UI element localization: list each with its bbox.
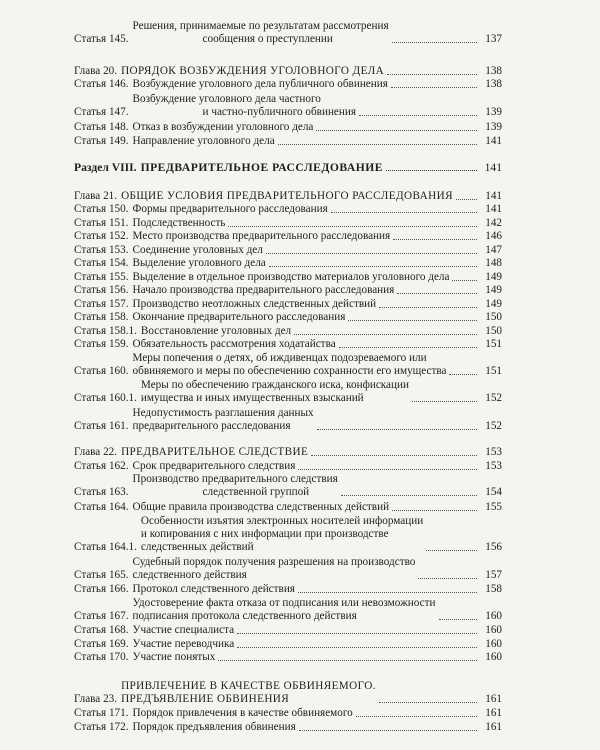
entry-number: Статья 149. (74, 135, 129, 147)
dot-leader (418, 578, 477, 579)
entry-number: Статья 153. (74, 244, 129, 256)
dot-leader (228, 226, 477, 227)
entry-title (129, 597, 436, 623)
toc-entry-article-146 (74, 78, 502, 91)
page-number: 156 (485, 541, 502, 553)
entry-title-line: Участие специалиста (132, 624, 235, 636)
toc-entry-article-151 (74, 217, 502, 230)
toc-entry-article-167 (74, 597, 502, 623)
entry-number: Статья 168. (74, 624, 129, 636)
page-number: 149 (485, 298, 502, 310)
entry-number: Статья 167. (74, 610, 129, 622)
page-number: 160 (485, 624, 502, 636)
dot-leader (218, 660, 477, 661)
entry-title (129, 338, 336, 351)
entry-title (137, 379, 409, 405)
toc-entry-article-160 (74, 352, 502, 378)
dot-leader (387, 74, 477, 75)
dot-leader (426, 550, 477, 551)
dot-leader (392, 510, 477, 511)
toc-entry-article-161 (74, 407, 502, 433)
entry-number: Статья 148. (74, 121, 129, 133)
toc-entry-chapter-20 (74, 65, 502, 78)
entry-title (117, 65, 384, 78)
entry-title-line: Выделение уголовного дела (132, 257, 266, 269)
entry-number: Статья 150. (74, 203, 129, 215)
toc-entry-section-8 (74, 161, 502, 174)
entry-title-line: подписания протокола следственного действия (132, 610, 357, 622)
entry-title-line: Восстановление уголовных дел (140, 325, 292, 337)
entry-title-line: Формы предварительного расследования (132, 203, 328, 215)
entry-title (129, 203, 328, 216)
entry-number: Глава 20. (74, 65, 118, 77)
entry-number: Статья 163. (74, 486, 129, 498)
entry-number: Статья 172. (74, 721, 129, 733)
toc-entry-article-163 (74, 473, 502, 499)
page-number: 141 (484, 161, 502, 174)
entry-title (117, 190, 453, 203)
page-number: 150 (485, 311, 502, 323)
entry-title-line: Недопустимость разглашения данных (132, 407, 314, 419)
entry-title-line: Участие понятых (132, 651, 216, 663)
entry-number: Статья 162. (74, 460, 129, 472)
page-number: 141 (485, 203, 502, 215)
entry-title (129, 244, 263, 257)
entry-title-line: Меры по обеспечению гражданского иска, конфискации (140, 379, 409, 391)
entry-title (117, 446, 308, 459)
toc-entry-article-168 (74, 624, 502, 637)
entry-title (129, 78, 388, 91)
page-number: 153 (485, 446, 502, 458)
page-number: 158 (485, 583, 502, 595)
entry-title (129, 638, 235, 651)
dot-leader (298, 469, 477, 470)
toc-entry-chapter-21 (74, 190, 502, 203)
entry-title-line: Возбуждение уголовного дела частного (132, 93, 321, 105)
page-number: 149 (485, 284, 502, 296)
toc-entry-article-155 (74, 271, 502, 284)
entry-title-line: Участие переводчика (132, 638, 235, 650)
entry-title-line: ПОРЯДОК ВОЗБУЖДЕНИЯ УГОЛОВНОГО ДЕЛА (121, 65, 385, 77)
page-number: 138 (485, 65, 502, 77)
entry-title (129, 257, 266, 270)
entry-number: Статья 160.1. (74, 392, 137, 404)
dot-leader (391, 87, 477, 88)
page-number: 161 (485, 721, 502, 733)
dot-leader (278, 144, 477, 145)
entry-number: Статья 158.1. (74, 325, 137, 337)
dot-leader (317, 429, 477, 430)
toc-entry-chapter-23 (74, 680, 502, 706)
entry-title-line: обвиняемого и меры по обеспечению сохранности его имущества (132, 365, 447, 377)
toc-entry-article-148 (74, 121, 502, 134)
page-number: 139 (485, 121, 502, 133)
page-number: 152 (485, 392, 502, 404)
entry-title (129, 20, 389, 46)
toc-entry-article-160-1 (74, 379, 502, 405)
page-number: 153 (485, 460, 502, 472)
page-number: 142 (485, 217, 502, 229)
dot-leader (379, 702, 477, 703)
dot-leader (359, 115, 477, 116)
entry-title-line: Возбуждение уголовного дела публичного обвинения (132, 78, 388, 90)
entry-title (129, 707, 353, 720)
entry-title-line: Порядок привлечения в качестве обвиняемого (132, 707, 353, 719)
entry-number: Статья 152. (74, 230, 129, 242)
toc-entry-article-159 (74, 338, 502, 351)
toc-entry-article-162 (74, 460, 502, 473)
page-number: 139 (485, 106, 502, 118)
dot-leader (331, 212, 477, 213)
entry-title (129, 460, 296, 473)
entry-title (129, 93, 357, 119)
page-number: 151 (485, 338, 502, 350)
entry-title-line: Обязательность рассмотрения ходатайства (132, 338, 336, 350)
entry-title-line: Судебный порядок получения разрешения на производство (132, 556, 416, 568)
entry-title (129, 230, 391, 243)
entry-title (129, 624, 235, 637)
page-number: 141 (485, 135, 502, 147)
entry-title-line: Меры попечения о детях, об иждивенцах подозреваемого или (132, 352, 427, 364)
toc-entry-article-158-1 (74, 325, 502, 338)
page-number: 141 (485, 190, 502, 202)
dot-leader (266, 253, 477, 254)
dot-leader (237, 647, 477, 648)
entry-title (137, 161, 383, 174)
entry-number: Статья 154. (74, 257, 129, 269)
entry-number: Статья 165. (74, 569, 129, 581)
entry-number: Статья 164.1. (74, 541, 137, 553)
entry-number: Статья 145. (74, 33, 129, 45)
dot-leader (392, 42, 477, 43)
entry-title-line: Подследственность (132, 217, 226, 229)
entry-title (137, 325, 291, 338)
toc-entry-article-164 (74, 501, 502, 514)
toc-entry-article-153 (74, 244, 502, 257)
entry-number: Статья 156. (74, 284, 129, 296)
entry-title-line: ПРЕДЪЯВЛЕНИЕ ОБВИНЕНИЯ (121, 693, 290, 705)
entry-title-line: следственных действий (140, 541, 254, 553)
toc-entry-article-147 (74, 93, 502, 119)
entry-title-line: Окончание предварительного расследования (132, 311, 346, 323)
dot-leader (269, 266, 477, 267)
entry-number: Статья 146. (74, 78, 129, 90)
entry-title-line: и частно-публичного обвинения (202, 106, 357, 118)
entry-title (129, 473, 338, 499)
dot-leader (348, 320, 477, 321)
entry-title (129, 556, 416, 582)
entry-number: Статья 164. (74, 501, 129, 513)
entry-title-line: Решения, принимаемые по результатам рассмотрения (132, 20, 389, 32)
toc-entry-article-157 (74, 298, 502, 311)
entry-number: Статья 155. (74, 271, 129, 283)
entry-title-line: следственного действия (132, 569, 247, 581)
entry-title (129, 217, 226, 230)
entry-title (129, 298, 377, 311)
entry-number: Глава 21. (74, 190, 118, 202)
entry-title (129, 352, 447, 378)
entry-title-line: Отказ в возбуждении уголовного дела (132, 121, 314, 133)
dot-leader (339, 347, 477, 348)
entry-number: Раздел VIII. (74, 161, 137, 174)
entry-title-line: Начало производства предварительного расследования (132, 284, 395, 296)
page-number: 161 (485, 707, 502, 719)
entry-title-line: ПРЕДВАРИТЕЛЬНОЕ СЛЕДСТВИЕ (121, 446, 309, 458)
dot-leader (341, 495, 477, 496)
entry-title (129, 284, 395, 297)
entry-number: Статья 151. (74, 217, 129, 229)
toc-entry-article-170 (74, 651, 502, 664)
entry-number: Статья 171. (74, 707, 129, 719)
toc-entry-article-158 (74, 311, 502, 324)
toc-entry-article-150 (74, 203, 502, 216)
entry-number: Статья 158. (74, 311, 129, 323)
dot-leader (397, 293, 477, 294)
dot-leader (449, 374, 477, 375)
dot-leader (412, 401, 477, 402)
entry-number: Статья 161. (74, 420, 129, 432)
toc-entry-article-156 (74, 284, 502, 297)
entry-title-line: Выделение в отдельное производство материалов уголовного дела (132, 271, 450, 283)
entry-title-line: Направление уголовного дела (132, 135, 275, 147)
entry-title (129, 651, 216, 664)
entry-title (129, 135, 275, 148)
entry-title-line: предварительного расследования (132, 420, 291, 432)
entry-number: Глава 22. (74, 446, 118, 458)
entry-title-line: Срок предварительного следствия (132, 460, 296, 472)
page-number: 150 (485, 325, 502, 337)
entry-title-line: Протокол следственного действия (132, 583, 295, 595)
entry-title (117, 680, 376, 706)
entry-title (129, 501, 390, 514)
entry-number: Статья 157. (74, 298, 129, 310)
toc-entry-article-145 (74, 20, 502, 46)
toc-entry-article-172 (74, 721, 502, 734)
page-number: 148 (485, 257, 502, 269)
entry-number: Статья 169. (74, 638, 129, 650)
entry-title-line: ОБЩИЕ УСЛОВИЯ ПРЕДВАРИТЕЛЬНОГО РАССЛЕДОВАНИЯ (121, 190, 453, 202)
dot-leader (393, 239, 477, 240)
toc-entry-article-171 (74, 707, 502, 720)
dot-leader (439, 619, 478, 620)
page-number: 160 (485, 638, 502, 650)
entry-title-line: Общие правила производства следственных действий (132, 501, 390, 513)
entry-title-line: ПРЕДВАРИТЕЛЬНОЕ РАССЛЕДОВАНИЕ (140, 161, 383, 174)
page-number: 152 (485, 420, 502, 432)
entry-title-line: сообщения о преступлении (202, 33, 333, 45)
page-number: 160 (485, 610, 502, 622)
page-number: 146 (485, 230, 502, 242)
page-number: 160 (485, 651, 502, 663)
dot-leader (452, 280, 477, 281)
entry-number: Статья 147. (74, 106, 129, 118)
entry-title-line: Производство предварительного следствия (132, 473, 338, 485)
page-number: 147 (485, 244, 502, 256)
dot-leader (299, 730, 477, 731)
dot-leader (237, 633, 477, 634)
entry-title (129, 407, 314, 433)
toc-entry-article-149 (74, 135, 502, 148)
dot-leader (386, 170, 477, 171)
toc-entry-article-169 (74, 638, 502, 651)
page-number: 138 (485, 78, 502, 90)
toc-entry-article-166 (74, 583, 502, 596)
entry-number: Статья 159. (74, 338, 129, 350)
entry-title-line: ПРИВЛЕЧЕНИЕ В КАЧЕСТВЕ ОБВИНЯЕМОГО. (121, 680, 376, 692)
toc-entry-article-164-1 (74, 515, 502, 554)
toc-entry-article-165 (74, 556, 502, 582)
page-number: 137 (485, 33, 502, 45)
entry-number: Статья 160. (74, 365, 129, 377)
toc-entry-article-154 (74, 257, 502, 270)
entry-title-line: Производство неотложных следственных действий (132, 298, 377, 310)
dot-leader (356, 716, 477, 717)
entry-title-line: имущества и иных имущественных взысканий (140, 392, 364, 404)
entry-title (129, 271, 450, 284)
dot-leader (298, 592, 477, 593)
dot-leader (316, 130, 477, 131)
dot-leader (294, 334, 477, 335)
toc-entry-article-152 (74, 230, 502, 243)
entry-title (129, 121, 314, 134)
entry-title (137, 515, 423, 554)
dot-leader (311, 455, 477, 456)
page-number: 157 (485, 569, 502, 581)
page-number: 155 (485, 501, 502, 513)
toc-entry-chapter-22 (74, 446, 502, 459)
entry-number: Статья 170. (74, 651, 129, 663)
entry-title-line: Особенности изъятия электронных носителей информации (140, 515, 424, 527)
entry-title-line: Соединение уголовных дел (132, 244, 263, 256)
entry-number: Статья 166. (74, 583, 129, 595)
entry-title-line: и копирования с них информации при производстве (140, 528, 389, 540)
entry-title (129, 721, 296, 734)
page-number: 151 (485, 365, 502, 377)
dot-leader (379, 307, 477, 308)
entry-title-line: Порядок предъявления обвинения (132, 721, 296, 733)
entry-title-line: Удостоверение факта отказа от подписания или невозможности (132, 597, 436, 609)
page-number: 149 (485, 271, 502, 283)
entry-title (129, 583, 295, 596)
entry-number: Глава 23. (74, 693, 118, 705)
entry-title (129, 311, 346, 324)
entry-title-line: Место производства предварительного расследования (132, 230, 391, 242)
page-number: 161 (485, 693, 502, 705)
entry-title-line: следственной группой (202, 486, 310, 498)
dot-leader (456, 199, 477, 200)
page-number: 154 (485, 486, 502, 498)
